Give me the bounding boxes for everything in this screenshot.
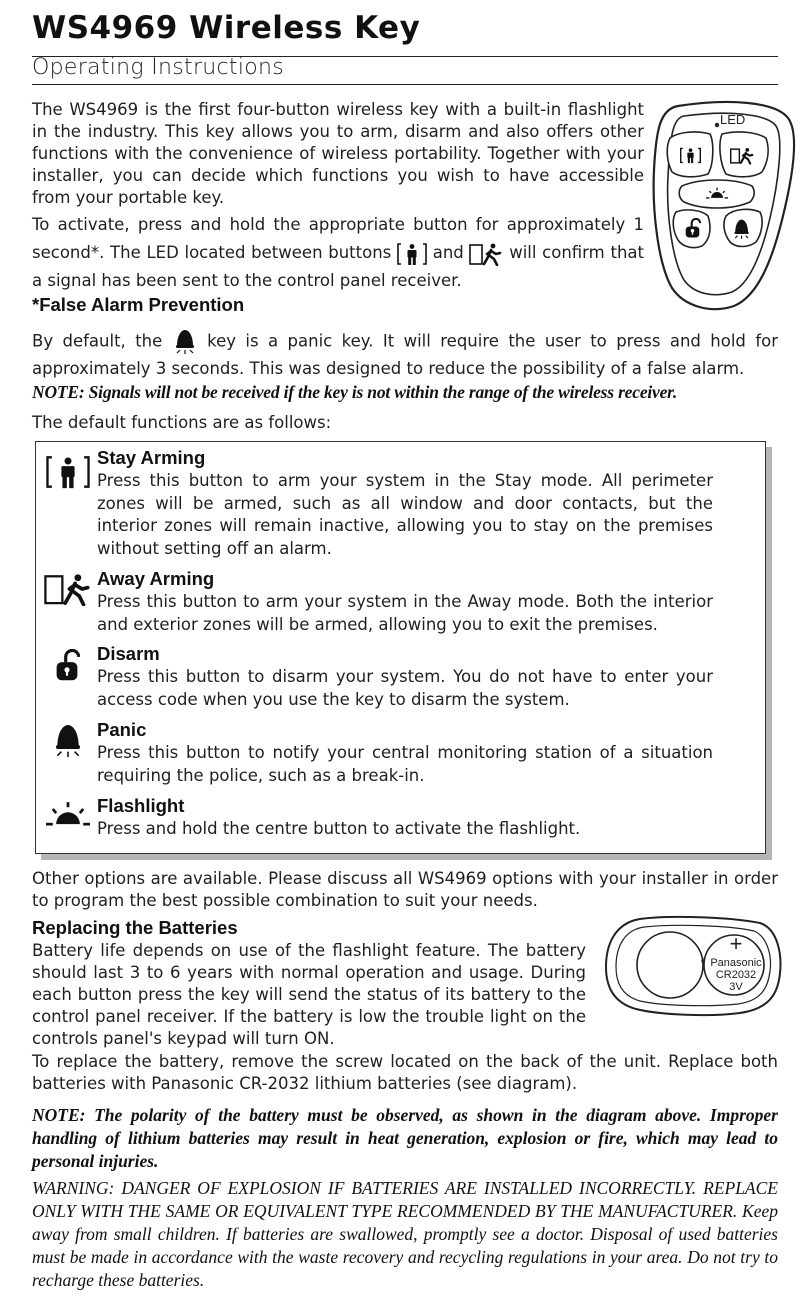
battery-voltage-label: 3V <box>729 981 743 993</box>
intro-paragraph: The WS4969 is the first four-button wireless key with a built-in flashlight in the industry. This key allows you to arm, disarm and also offers other functions with the convenience of wireless portability. Together with your installer, you can decide which functions you wish to have accessible from your portable key. <box>32 100 644 207</box>
stay-arming-icon <box>46 454 90 490</box>
defaults-intro: The default functions are as follows: <box>32 413 332 432</box>
false-alarm-heading: *False Alarm Prevention <box>32 294 245 315</box>
function-description: Press this button to notify your central monitoring station of a situation requiring the police, such as a break-in. <box>97 743 713 785</box>
keyfob-illustration <box>650 100 796 314</box>
battery-warning: WARNING: DANGER OF EXPLOSION IF BATTERIES ARE INSTALLED INCORRECTLY. REPLACE ONLY WITH THE SAME OR EQUIVALENT TYPE RECOMMENDED BY THE MANUFACTURER. Keep away from small children. If batteries are swallowed, promptly see a doctor. Disposal of used batteries must be made in accordance with the waste recovery and recycling regulations in your area. Do not try to recharge these batteries. <box>32 1178 778 1290</box>
function-title: Stay Arming <box>97 447 206 468</box>
polarity-note: NOTE: The polarity of the battery must be observed, as shown in the diagram above. Improper handling of lithium batteries may result in heat generation, explosion or fire, which may lead to personal injuries. <box>32 1105 778 1171</box>
false-alarm-paragraph <box>32 328 778 382</box>
function-description: Press and hold the centre button to activate the flashlight. <box>97 819 581 838</box>
activate-paragraph <box>32 211 644 295</box>
page-title: WS4969 Wireless Key <box>32 10 421 46</box>
function-title: Disarm <box>97 643 160 664</box>
away-arming-icon <box>44 572 92 606</box>
away-arming-icon <box>469 242 503 266</box>
function-description: Press this button to disarm your system. You do not have to enter your access code when you use the key to disarm the system. <box>97 667 713 709</box>
battery-model-label: CR2032 <box>715 969 757 981</box>
panic-icon <box>52 721 84 761</box>
battery-brand-label: Panasonic <box>710 957 762 969</box>
activate-text-2: will confirm that a signal has been sent to the control panel receiver. <box>32 243 644 290</box>
false-alarm-text-1: By default, the <box>32 331 163 351</box>
function-description: Press this button to arm your system in the Stay mode. All perimeter zones will be armed, such as all window and door contacts, but the interior zones will remain inactive, allowing you to stay on the premises without setting off an alarm. <box>97 471 713 558</box>
function-title: Flashlight <box>97 795 185 816</box>
batteries-paragraph: Battery life depends on use of the flashlight feature. The battery should last 3 to 6 years with normal operation and usage. During each button press the key will send the status of its battery to the control panel receiver. If the battery is low the trouble light on the controls panel's keypad will turn ON. <box>32 941 586 1048</box>
other-options-paragraph: Other options are available. Please discuss all WS4969 options with your installer in order to program the best possible combination to suit your needs. <box>32 869 778 910</box>
panic-icon <box>172 328 198 356</box>
batteries-heading: Replacing the Batteries <box>32 917 238 938</box>
subtitle-rule <box>32 84 778 85</box>
function-title: Panic <box>97 719 147 740</box>
range-note: NOTE: Signals will not be received if the key is not within the range of the wireless receiver. <box>32 382 678 402</box>
flashlight-icon <box>46 800 90 828</box>
function-title: Away Arming <box>97 568 215 589</box>
led-label: LED <box>720 112 746 127</box>
activate-and: and <box>432 243 464 262</box>
false-alarm-text-2: key is a panic key. It will require the user to press and hold for approximately 3 seconds. This was designed to reduce the possibility of a false alarm. <box>32 331 779 378</box>
disarm-icon <box>54 649 80 683</box>
replace-battery-paragraph: To replace the battery, remove the screw located on the back of the unit. Replace both batteries with Panasonic CR-2032 lithium batteries (see diagram). <box>32 1052 778 1093</box>
led-dot-icon <box>715 123 719 127</box>
stay-arming-icon <box>397 242 427 266</box>
battery-diagram <box>600 915 782 1017</box>
function-description: Press this button to arm your system in the Away mode. Both the interior and exterior zones will be armed, allowing you to exit the premises. <box>97 592 713 634</box>
battery-plus-sign: + <box>729 931 743 956</box>
page-subtitle: Operating Instructions <box>32 55 285 80</box>
activate-text-1: To activate, press and hold the appropriate button for approximately 1 second*. The LED located between buttons <box>32 215 644 262</box>
